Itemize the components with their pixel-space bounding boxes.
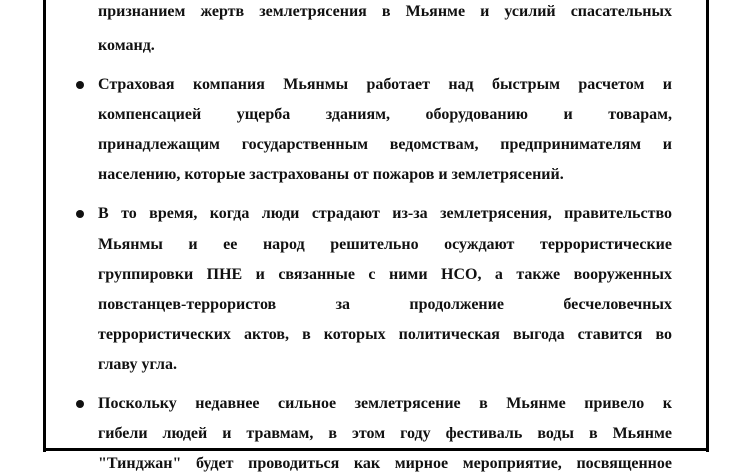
bullet-3-line-1: Поскольку недавнее сильное землетрясение в Мьянме привело к xyxy=(98,395,672,412)
bullet-3-line-2: гибели людей и травмам, в этом году фестиваль воды в Мьянме xyxy=(98,425,672,442)
bullet-2-line-2: Мьянмы и ее народ решительно осуждают террористические xyxy=(98,236,672,253)
bullet-marker-3 xyxy=(76,400,84,408)
bullet-marker-2 xyxy=(76,210,84,218)
bullet-2-line-6: главу угла. xyxy=(98,356,177,373)
bullet-marker-1 xyxy=(76,81,84,89)
bullet-2-line-5: террористических актов, в которых политическая выгода ставится во xyxy=(98,326,672,343)
page-border-right xyxy=(706,0,709,452)
bullet-2-line-4: повстанцев-террористов за продолжение бесчеловечных xyxy=(98,296,672,313)
bullet-2-line-3: группировки ПНЕ и связанные с ними НСО, а также вооруженных xyxy=(98,266,672,283)
page-border-left xyxy=(43,0,46,452)
intro-line-1: признанием жертв землетрясения в Мьянме и усилий спасательных xyxy=(98,3,672,20)
bullet-1-line-1: Страховая компания Мьянмы работает над быстрым расчетом и xyxy=(98,76,672,93)
page-border-bottom xyxy=(43,448,709,451)
bullet-3-line-3: "Тинджан" будет проводиться как мирное мероприятие, посвященное xyxy=(98,455,672,472)
bullet-1-line-2: компенсацией ущерба зданиям, оборудованию и товарам, xyxy=(98,106,672,123)
bullet-1-line-4: населению, которые застрахованы от пожаров и землетрясений. xyxy=(98,166,564,183)
bullet-1-line-3: принадлежащим государственным ведомствам, предпринимателям и xyxy=(98,136,672,153)
bullet-2-line-1: В то время, когда люди страдают из-за землетрясения, правительство xyxy=(98,205,672,222)
intro-line-2: команд. xyxy=(98,37,155,54)
